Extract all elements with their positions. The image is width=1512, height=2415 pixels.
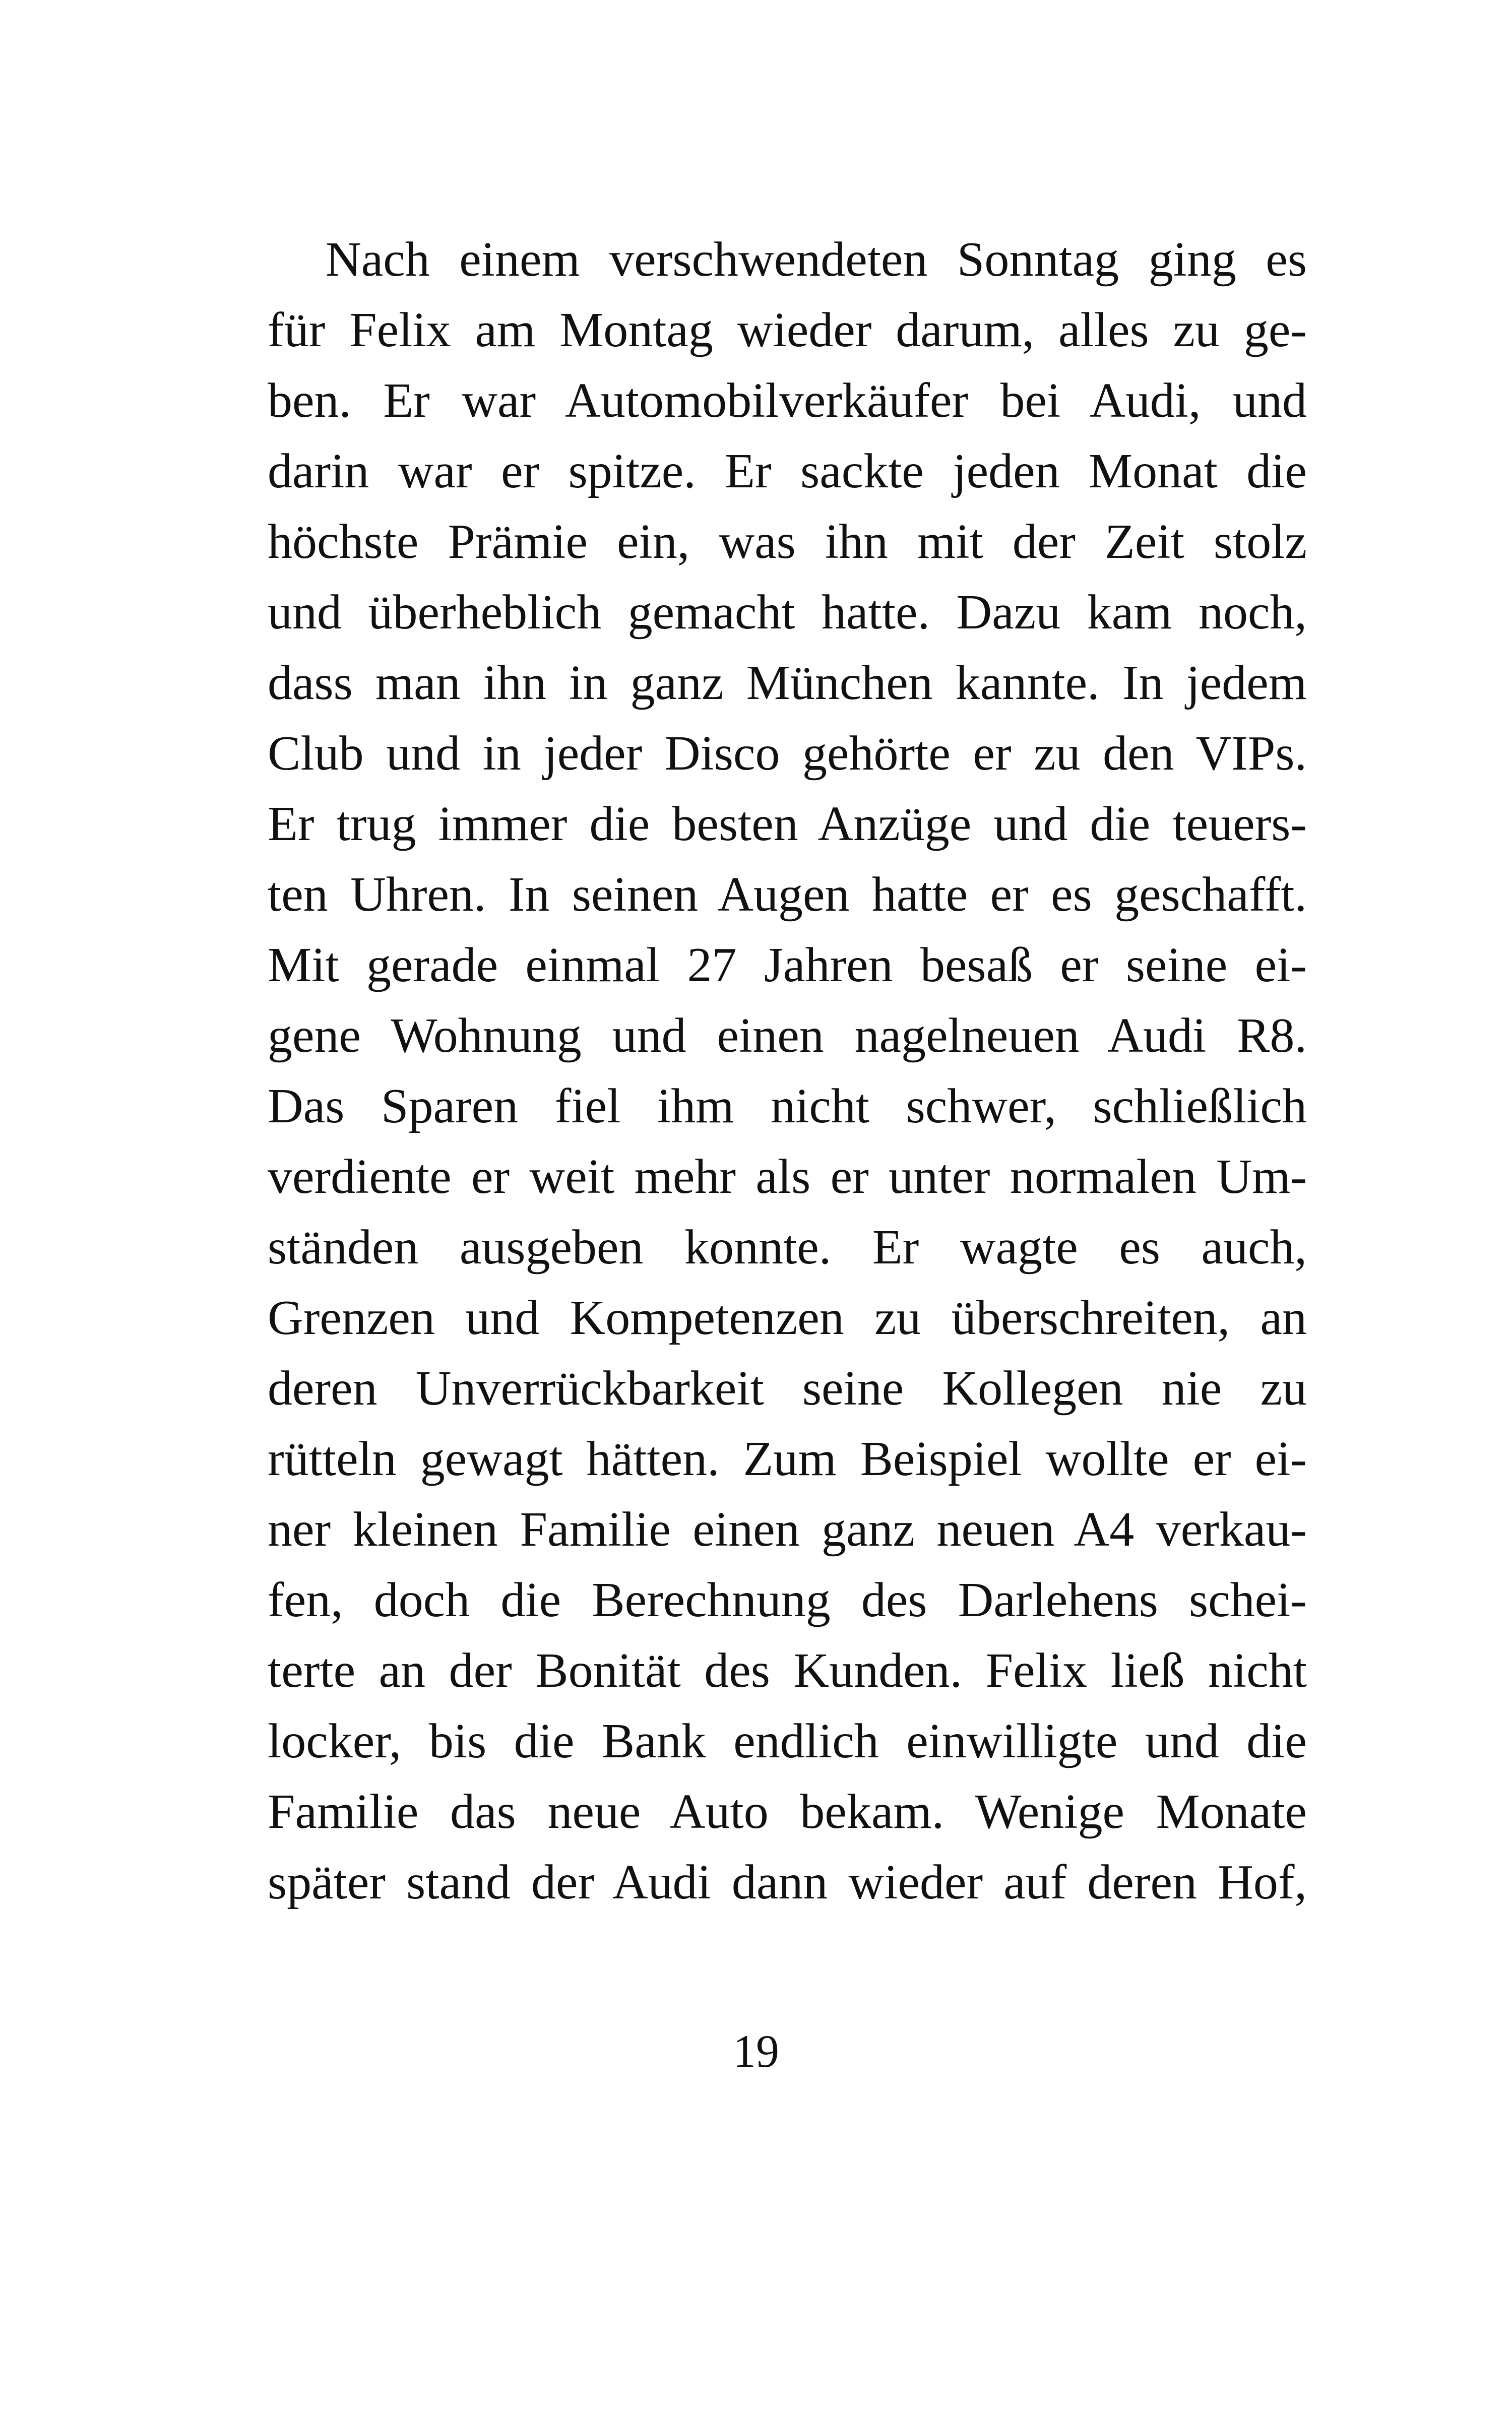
text-line: deren Unverrückbarkeit seine Kollegen nie zu (268, 1361, 1307, 1416)
text-line: ten Uhren. In seinen Augen hatte er es geschafft. (268, 867, 1307, 922)
text-line: Grenzen und Kompetenzen zu überschreiten, an (268, 1291, 1307, 1345)
body-text (268, 224, 1307, 1918)
text-line: ner kleinen Familie einen ganz neuen A4 verkau- (268, 1502, 1307, 1557)
text-line: locker, bis die Bank endlich einwilligte und die (268, 1714, 1307, 1768)
text-line: fen, doch die Berechnung des Darlehens schei- (268, 1573, 1307, 1627)
text-line: verdiente er weit mehr als er unter normalen Um- (268, 1150, 1307, 1204)
text-line: Er trug immer die besten Anzüge und die teuers- (268, 797, 1307, 851)
text-line: rütteln gewagt hätten. Zum Beispiel wollte er ei- (268, 1432, 1307, 1486)
text-line: darin war er spitze. Er sackte jeden Monat die (268, 444, 1307, 498)
text-line: ben. Er war Automobilverkäufer bei Audi, und (268, 373, 1307, 428)
page-number: 19 (733, 2025, 779, 2077)
text-line: dass man ihn in ganz München kannte. In jedem (268, 656, 1307, 710)
text-line: gene Wohnung und einen nagelneuen Audi R8. (268, 1008, 1307, 1063)
text-line: Nach einem verschwendeten Sonntag ging es (326, 232, 1307, 287)
text-line: terte an der Bonität des Kunden. Felix ließ nicht (268, 1643, 1307, 1698)
text-line: später stand der Audi dann wieder auf deren Hof, (268, 1855, 1307, 1910)
text-line: ständen ausgeben konnte. Er wagte es auch, (268, 1220, 1307, 1275)
text-line: höchste Prämie ein, was ihn mit der Zeit stolz (268, 515, 1307, 569)
text-line: Das Sparen fiel ihm nicht schwer, schließlich (268, 1079, 1307, 1133)
text-line: für Felix am Montag wieder darum, alles zu ge- (268, 303, 1307, 357)
text-line: Familie das neue Auto bekam. Wenige Monate (268, 1785, 1307, 1839)
text-line: und überheblich gemacht hatte. Dazu kam noch, (268, 585, 1307, 640)
text-line: Mit gerade einmal 27 Jahren besaß er seine ei- (268, 938, 1307, 992)
text-line: Club und in jeder Disco gehörte er zu den VIPs. (268, 726, 1307, 781)
